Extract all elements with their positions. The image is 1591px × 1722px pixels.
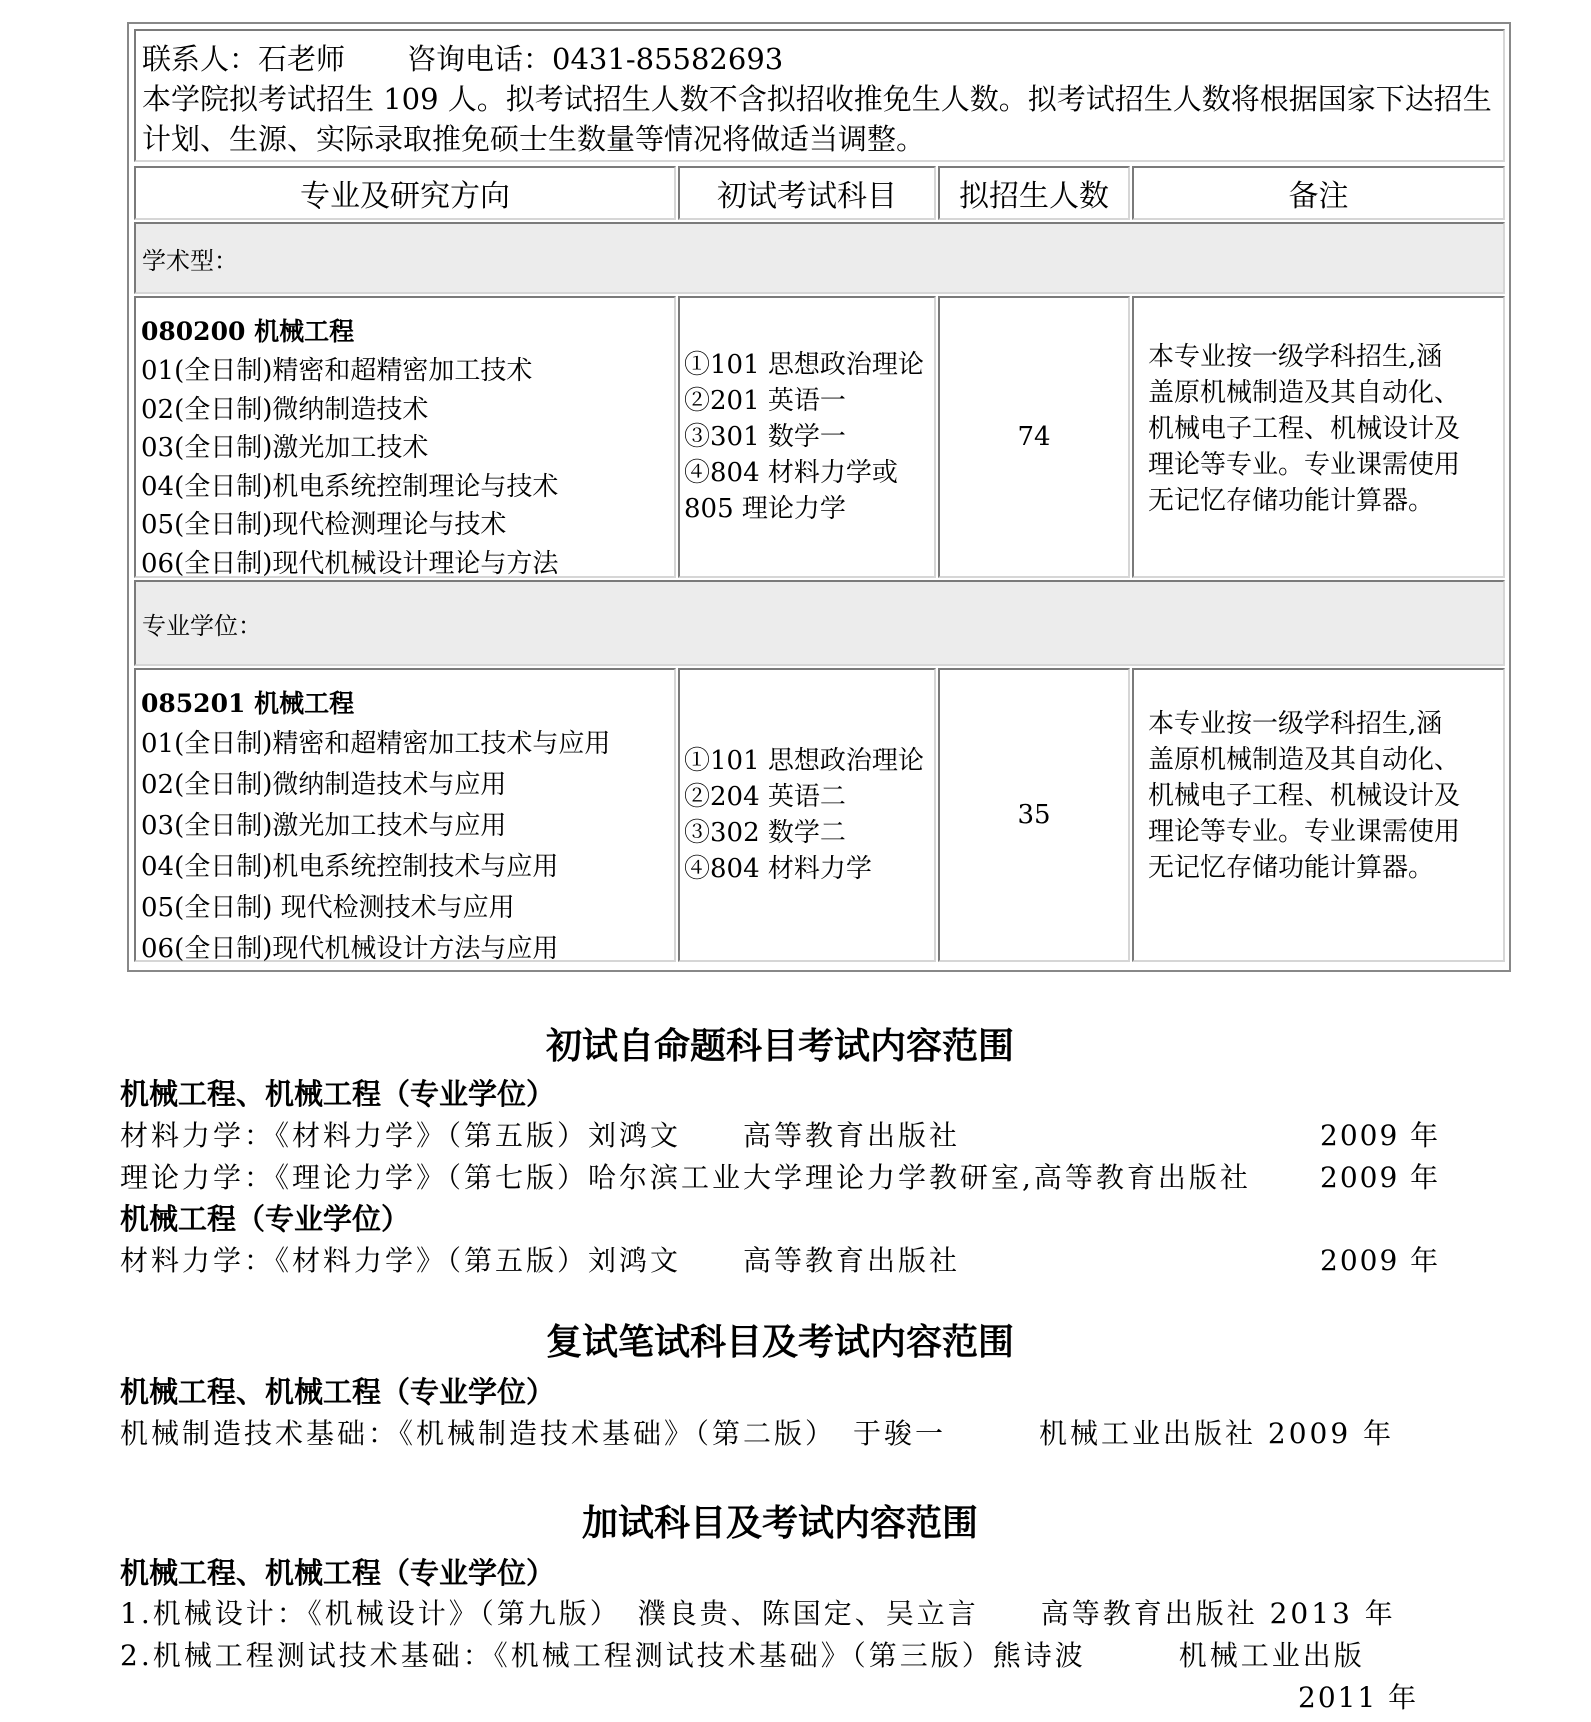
section-academic: 学术型：: [134, 222, 1505, 294]
subject-item: ①101 思想政治理论: [684, 350, 924, 380]
program-080200: [134, 296, 676, 578]
section-professional: 专业学位：: [134, 580, 1505, 666]
subject-item: ③301 数学一: [684, 422, 846, 452]
header-enrollment-quota: 拟招生人数: [938, 166, 1130, 220]
direction-item: 03(全日制)激光加工技术与应用: [141, 811, 507, 841]
program-code-name: 085201 机械工程: [141, 689, 355, 718]
direction-item: 06(全日制)现代机械设计理论与方法: [141, 548, 559, 579]
direction-item: 01(全日制)精密和超精密加工技术与应用: [141, 729, 611, 759]
remark-line: 机械电子工程、机械设计及: [1148, 781, 1461, 811]
header-exam-subjects: 初试考试科目: [678, 166, 936, 220]
enrollment-note: 本学院拟考试招生 109 人。拟考试招生人数不含拟招收推免生人数。拟考试招生人数将根据国家下达招生计划、生源、实际录取推免硕士生数量等情况将做适当调整。: [142, 82, 1492, 156]
direction-item: 02(全日制)微纳制造技术与应用: [141, 770, 507, 800]
contact-phone: 咨询电话：0431-85582693: [407, 42, 784, 76]
header-major-direction: 专业及研究方向: [134, 166, 676, 220]
reference-book-year: 2009 年: [1320, 1119, 1441, 1152]
retest-exam-title: 复试笔试科目及考试内容范围: [545, 1321, 1014, 1363]
direction-item: 06(全日制)现代机械设计方法与应用: [141, 934, 559, 964]
direction-item: 02(全日制)微纳制造技术: [141, 394, 429, 425]
quota-080200: 74: [938, 296, 1130, 578]
direction-item: 05(全日制)现代检测理论与技术: [141, 510, 507, 540]
initial-exam-group1-heading: 机械工程、机械工程（专业学位）: [120, 1077, 556, 1111]
reference-book: 理论力学：《理论力学》（第七版）哈尔滨工业大学理论力学教研室,高等教育出版社: [120, 1161, 1251, 1194]
remark-line: 机械电子工程、机械设计及: [1148, 414, 1461, 444]
direction-item: 04(全日制)机电系统控制技术与应用: [141, 852, 559, 882]
subject-item: ①101 思想政治理论: [684, 746, 924, 776]
remarks-080200: [1132, 296, 1505, 578]
subject-item: ③302 数学二: [684, 818, 846, 848]
quota-085201: 35: [938, 668, 1130, 962]
header-remarks: 备注: [1132, 166, 1505, 220]
extra-exam-title: 加试科目及考试内容范围: [581, 1502, 978, 1544]
remark-line: 理论等专业。专业课需使用: [1148, 817, 1461, 847]
subject-item: ②201 英语一: [684, 386, 846, 416]
retest-exam-heading: 机械工程、机械工程（专业学位）: [120, 1375, 556, 1409]
initial-exam-group2-heading: 机械工程（专业学位）: [120, 1202, 411, 1236]
reference-book-year: 2009 年: [1320, 1161, 1441, 1194]
direction-item: 01(全日制)精密和超精密加工技术: [141, 356, 533, 386]
program-085201: [134, 668, 676, 962]
reference-book: 2.机械工程测试技术基础：《机械工程测试技术基础》（第三版）熊诗波 机械工业出版: [120, 1639, 1365, 1672]
remark-line: 无记忆存储功能计算器。: [1148, 853, 1435, 883]
reference-book: 1.机械设计：《机械设计》（第九版） 濮良贵、陈国定、吴立言 高等教育出版社 2013 年: [120, 1597, 1396, 1630]
direction-item: 03(全日制)激光加工技术: [141, 433, 429, 463]
extra-exam-heading: 机械工程、机械工程（专业学位）: [120, 1556, 556, 1590]
direction-item: 04(全日制)机电系统控制理论与技术: [141, 471, 559, 502]
exam-subjects-085201: [678, 668, 936, 962]
subject-item: ④804 材料力学或: [684, 458, 898, 488]
admission-table: [127, 22, 1511, 972]
contact-person: 联系人：石老师: [142, 42, 346, 76]
remark-line: 盖原机械制造及其自动化、: [1148, 745, 1461, 775]
direction-item: 05(全日制) 现代检测技术与应用: [141, 893, 515, 923]
reference-book: 材料力学：《材料力学》（第五版）刘鸿文 高等教育出版社: [120, 1119, 961, 1152]
subject-item: ④804 材料力学: [684, 854, 872, 884]
exam-subjects-080200: [678, 296, 936, 578]
remark-line: 盖原机械制造及其自动化、: [1148, 378, 1461, 408]
reference-book-year: 2009 年: [1320, 1244, 1441, 1277]
subject-item: 805 理论力学: [684, 494, 846, 524]
remarks-085201: [1132, 668, 1505, 962]
reference-book-year: 2011 年: [1298, 1681, 1419, 1714]
remark-line: 理论等专业。专业课需使用: [1148, 450, 1461, 480]
reference-book: 材料力学：《材料力学》（第五版）刘鸿文 高等教育出版社: [120, 1244, 961, 1277]
program-code-name: 080200 机械工程: [141, 317, 355, 346]
initial-exam-title: 初试自命题科目考试内容范围: [545, 1025, 1014, 1067]
contact-info-cell: [134, 29, 1505, 162]
subject-item: ②204 英语二: [684, 782, 846, 812]
reference-book: 机械制造技术基础：《机械制造技术基础》（第二版） 于骏一 机械工业出版社 2009 年: [120, 1417, 1395, 1450]
remark-line: 本专业按一级学科招生,涵: [1148, 709, 1443, 739]
remark-line: 本专业按一级学科招生,涵: [1148, 342, 1443, 372]
remark-line: 无记忆存储功能计算器。: [1148, 486, 1435, 516]
